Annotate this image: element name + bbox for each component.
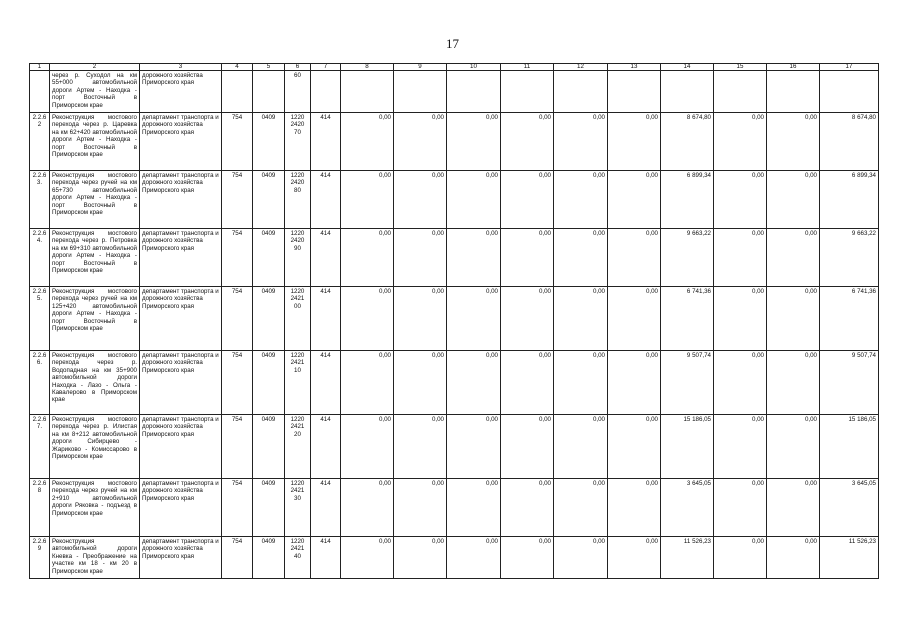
cell-c13 bbox=[608, 71, 661, 113]
cell-c13: 0,00 bbox=[608, 537, 661, 579]
cell-c12: 0,00 bbox=[554, 171, 608, 229]
cell-c4: 754 bbox=[222, 479, 253, 537]
row-dept: департамент транспорта и дорожного хозяйства Приморского края bbox=[140, 287, 222, 351]
cell-c13: 0,00 bbox=[608, 171, 661, 229]
cell-c14: 6 741,36 bbox=[661, 287, 714, 351]
row-code: 2.2.6 5. bbox=[30, 287, 50, 351]
col-header: 12 bbox=[554, 64, 608, 71]
cell-c6: 1220 2420 90 bbox=[285, 229, 311, 287]
cell-c7: 414 bbox=[311, 351, 341, 415]
col-header: 17 bbox=[820, 64, 879, 71]
cell-c8: 0,00 bbox=[341, 537, 394, 579]
cell-c4: 754 bbox=[222, 171, 253, 229]
cell-c9 bbox=[394, 71, 447, 113]
row-dept: департамент транспорта и дорожного хозяйства Приморского края bbox=[140, 537, 222, 579]
cell-c8 bbox=[341, 71, 394, 113]
cell-c12: 0,00 bbox=[554, 479, 608, 537]
cell-c4: 754 bbox=[222, 113, 253, 171]
cell-c6: 60 bbox=[285, 71, 311, 113]
cell-c9: 0,00 bbox=[394, 171, 447, 229]
cell-c4: 754 bbox=[222, 537, 253, 579]
cell-c6: 1220 2420 70 bbox=[285, 113, 311, 171]
cell-c17: 3 645,05 bbox=[820, 479, 879, 537]
cell-c4: 754 bbox=[222, 287, 253, 351]
cell-c8: 0,00 bbox=[341, 287, 394, 351]
cell-c4: 754 bbox=[222, 415, 253, 479]
col-header: 3 bbox=[140, 64, 222, 71]
cell-c15: 0,00 bbox=[714, 113, 767, 171]
cell-c7: 414 bbox=[311, 113, 341, 171]
cell-c13: 0,00 bbox=[608, 287, 661, 351]
cell-c13: 0,00 bbox=[608, 415, 661, 479]
cell-c12: 0,00 bbox=[554, 415, 608, 479]
row-name: Реконструкция мостового перехода через р. Водопадная на км 35+900 автомобильной дороги Находка - Лазо - Ольга - Кавалерово в Приморском крае bbox=[50, 351, 140, 415]
cell-c15: 0,00 bbox=[714, 479, 767, 537]
cell-c7: 414 bbox=[311, 537, 341, 579]
row-dept: департамент транспорта и дорожного хозяйства Приморского края bbox=[140, 351, 222, 415]
cell-c11: 0,00 bbox=[501, 171, 554, 229]
cell-c12: 0,00 bbox=[554, 287, 608, 351]
cell-c15: 0,00 bbox=[714, 287, 767, 351]
col-header: 2 bbox=[50, 64, 140, 71]
cell-c6: 1220 2421 00 bbox=[285, 287, 311, 351]
cell-c17: 8 674,80 bbox=[820, 113, 879, 171]
table-row bbox=[30, 229, 879, 287]
cell-c13: 0,00 bbox=[608, 113, 661, 171]
row-code: 2.2.6 3. bbox=[30, 171, 50, 229]
cell-c15: 0,00 bbox=[714, 351, 767, 415]
cell-c16: 0,00 bbox=[767, 537, 820, 579]
col-header: 5 bbox=[253, 64, 285, 71]
cell-c6: 1220 2421 10 bbox=[285, 351, 311, 415]
table-row bbox=[30, 351, 879, 415]
cell-c16: 0,00 bbox=[767, 229, 820, 287]
cell-c4: 754 bbox=[222, 351, 253, 415]
col-header: 8 bbox=[341, 64, 394, 71]
cell-c8: 0,00 bbox=[341, 229, 394, 287]
cell-c7: 414 bbox=[311, 287, 341, 351]
budget-table bbox=[29, 63, 879, 579]
row-code: 2.2.6 4. bbox=[30, 229, 50, 287]
cell-c12 bbox=[554, 71, 608, 113]
cell-c5: 0409 bbox=[253, 537, 285, 579]
cell-c11: 0,00 bbox=[501, 351, 554, 415]
table-row bbox=[30, 415, 879, 479]
col-header: 6 bbox=[285, 64, 311, 71]
cell-c10: 0,00 bbox=[447, 171, 501, 229]
cell-c6: 1220 2421 30 bbox=[285, 479, 311, 537]
row-code: 2.2.6 8 bbox=[30, 479, 50, 537]
cell-c15: 0,00 bbox=[714, 229, 767, 287]
cell-c12: 0,00 bbox=[554, 537, 608, 579]
table-row bbox=[30, 71, 879, 113]
row-dept: департамент транспорта и дорожного хозяйства Приморского края bbox=[140, 229, 222, 287]
cell-c7: 414 bbox=[311, 171, 341, 229]
row-name: Реконструкция мостового перехода через р. Илистая на км 8+212 автомобильной дороги Сибирцево - Жариково - Комиссарово в Приморском крае bbox=[50, 415, 140, 479]
cell-c16: 0,00 bbox=[767, 171, 820, 229]
cell-c14: 15 186,05 bbox=[661, 415, 714, 479]
cell-c16: 0,00 bbox=[767, 479, 820, 537]
cell-c11: 0,00 bbox=[501, 113, 554, 171]
cell-c9: 0,00 bbox=[394, 351, 447, 415]
cell-c5: 0409 bbox=[253, 171, 285, 229]
cell-c8: 0,00 bbox=[341, 479, 394, 537]
row-dept: департамент транспорта и дорожного хозяйства Приморского края bbox=[140, 479, 222, 537]
col-header: 14 bbox=[661, 64, 714, 71]
cell-c16: 0,00 bbox=[767, 351, 820, 415]
cell-c6: 1220 2421 40 bbox=[285, 537, 311, 579]
cell-c16 bbox=[767, 71, 820, 113]
cell-c5: 0409 bbox=[253, 113, 285, 171]
cell-c13: 0,00 bbox=[608, 351, 661, 415]
col-header: 13 bbox=[608, 64, 661, 71]
row-name: Реконструкция мостового перехода через р. Петровка на км 69+310 автомобильной дороги Артем - Находка - порт Восточный в Приморском крае bbox=[50, 229, 140, 287]
col-header: 1 bbox=[30, 64, 50, 71]
cell-c11: 0,00 bbox=[501, 479, 554, 537]
row-code: 2.2.6 9 bbox=[30, 537, 50, 579]
cell-c4: 754 bbox=[222, 229, 253, 287]
cell-c8: 0,00 bbox=[341, 113, 394, 171]
cell-c14: 8 674,80 bbox=[661, 113, 714, 171]
cell-c11: 0,00 bbox=[501, 415, 554, 479]
col-header: 16 bbox=[767, 64, 820, 71]
row-dept: департамент транспорта и дорожного хозяйства Приморского края bbox=[140, 171, 222, 229]
table-row bbox=[30, 171, 879, 229]
cell-c17 bbox=[820, 71, 879, 113]
row-name: Реконструкция мостового перехода через ручей на км 125+420 автомобильной дороги Артем - Находка - порт Восточный в Приморском крае bbox=[50, 287, 140, 351]
table-row bbox=[30, 537, 879, 579]
col-header: 11 bbox=[501, 64, 554, 71]
cell-c9: 0,00 bbox=[394, 415, 447, 479]
col-header: 4 bbox=[222, 64, 253, 71]
row-code: 2.2.6 6. bbox=[30, 351, 50, 415]
cell-c14: 6 899,34 bbox=[661, 171, 714, 229]
cell-c10: 0,00 bbox=[447, 113, 501, 171]
cell-c10: 0,00 bbox=[447, 479, 501, 537]
cell-c7: 414 bbox=[311, 229, 341, 287]
cell-c7: 414 bbox=[311, 479, 341, 537]
row-dept: департамент транспорта и дорожного хозяйства Приморского края bbox=[140, 113, 222, 171]
cell-c11: 0,00 bbox=[501, 229, 554, 287]
cell-c11: 0,00 bbox=[501, 537, 554, 579]
cell-c14: 3 645,05 bbox=[661, 479, 714, 537]
cell-c17: 9 663,22 bbox=[820, 229, 879, 287]
row-name: Реконструкция автомобильной дороги Кневка - Преображение на участке км 18 - км 20 в Приморском крае bbox=[50, 537, 140, 579]
cell-c5: 0409 bbox=[253, 351, 285, 415]
col-header: 15 bbox=[714, 64, 767, 71]
cell-c4 bbox=[222, 71, 253, 113]
cell-c6: 1220 2421 20 bbox=[285, 415, 311, 479]
cell-c8: 0,00 bbox=[341, 415, 394, 479]
cell-c10: 0,00 bbox=[447, 287, 501, 351]
col-header: 9 bbox=[394, 64, 447, 71]
cell-c15: 0,00 bbox=[714, 171, 767, 229]
cell-c9: 0,00 bbox=[394, 229, 447, 287]
row-name: Реконструкция мостового перехода через ручей на км 2+910 автомобильной дороги Ряковка - подъезд в Приморском крае bbox=[50, 479, 140, 537]
cell-c13: 0,00 bbox=[608, 229, 661, 287]
header-row bbox=[30, 64, 879, 71]
table-row bbox=[30, 113, 879, 171]
cell-c11 bbox=[501, 71, 554, 113]
cell-c10 bbox=[447, 71, 501, 113]
cell-c16: 0,00 bbox=[767, 113, 820, 171]
cell-c17: 11 526,23 bbox=[820, 537, 879, 579]
cell-c10: 0,00 bbox=[447, 415, 501, 479]
cell-c5: 0409 bbox=[253, 229, 285, 287]
cell-c17: 6 741,36 bbox=[820, 287, 879, 351]
cell-c9: 0,00 bbox=[394, 537, 447, 579]
col-header: 10 bbox=[447, 64, 501, 71]
cell-c12: 0,00 bbox=[554, 229, 608, 287]
cell-c11: 0,00 bbox=[501, 287, 554, 351]
cell-c10: 0,00 bbox=[447, 229, 501, 287]
cell-c12: 0,00 bbox=[554, 113, 608, 171]
cell-c5: 0409 bbox=[253, 479, 285, 537]
cell-c17: 15 186,05 bbox=[820, 415, 879, 479]
cell-c16: 0,00 bbox=[767, 287, 820, 351]
cell-c14: 9 663,22 bbox=[661, 229, 714, 287]
row-dept: департамент транспорта и дорожного хозяйства Приморского края bbox=[140, 415, 222, 479]
table-row bbox=[30, 479, 879, 537]
cell-c15 bbox=[714, 71, 767, 113]
cell-c10: 0,00 bbox=[447, 351, 501, 415]
cell-c15: 0,00 bbox=[714, 415, 767, 479]
cell-c5 bbox=[253, 71, 285, 113]
cell-c14 bbox=[661, 71, 714, 113]
cell-c8: 0,00 bbox=[341, 351, 394, 415]
col-header: 7 bbox=[311, 64, 341, 71]
row-name: через р. Суходол на км 55+000 автомобильной дороги Артем - Находка - порт Восточный в Приморском крае bbox=[50, 71, 140, 113]
cell-c14: 11 526,23 bbox=[661, 537, 714, 579]
cell-c17: 9 507,74 bbox=[820, 351, 879, 415]
cell-c13: 0,00 bbox=[608, 479, 661, 537]
row-code: 2.2.6 2 bbox=[30, 113, 50, 171]
cell-c10: 0,00 bbox=[447, 537, 501, 579]
page-number: 17 bbox=[446, 36, 459, 51]
cell-c9: 0,00 bbox=[394, 479, 447, 537]
row-name: Реконструкция мостового перехода через ручей на км 65+730 автомобильной дороги Артем - Находка - порт Восточный в Приморском крае bbox=[50, 171, 140, 229]
row-code: 2.2.6 7. bbox=[30, 415, 50, 479]
cell-c7 bbox=[311, 71, 341, 113]
row-name: Реконструкция мостового перехода через р. Царевка на км 62+420 автомобильной дороги Артем - Находка - порт Восточный в Приморском крае bbox=[50, 113, 140, 171]
cell-c9: 0,00 bbox=[394, 287, 447, 351]
cell-c15: 0,00 bbox=[714, 537, 767, 579]
cell-c14: 9 507,74 bbox=[661, 351, 714, 415]
cell-c5: 0409 bbox=[253, 287, 285, 351]
cell-c9: 0,00 bbox=[394, 113, 447, 171]
cell-c8: 0,00 bbox=[341, 171, 394, 229]
cell-c6: 1220 2420 80 bbox=[285, 171, 311, 229]
cell-c16: 0,00 bbox=[767, 415, 820, 479]
row-code bbox=[30, 71, 50, 113]
cell-c7: 414 bbox=[311, 415, 341, 479]
table-row bbox=[30, 287, 879, 351]
row-dept: дорожного хозяйства Приморского края bbox=[140, 71, 222, 113]
cell-c17: 6 899,34 bbox=[820, 171, 879, 229]
cell-c5: 0409 bbox=[253, 415, 285, 479]
cell-c12: 0,00 bbox=[554, 351, 608, 415]
